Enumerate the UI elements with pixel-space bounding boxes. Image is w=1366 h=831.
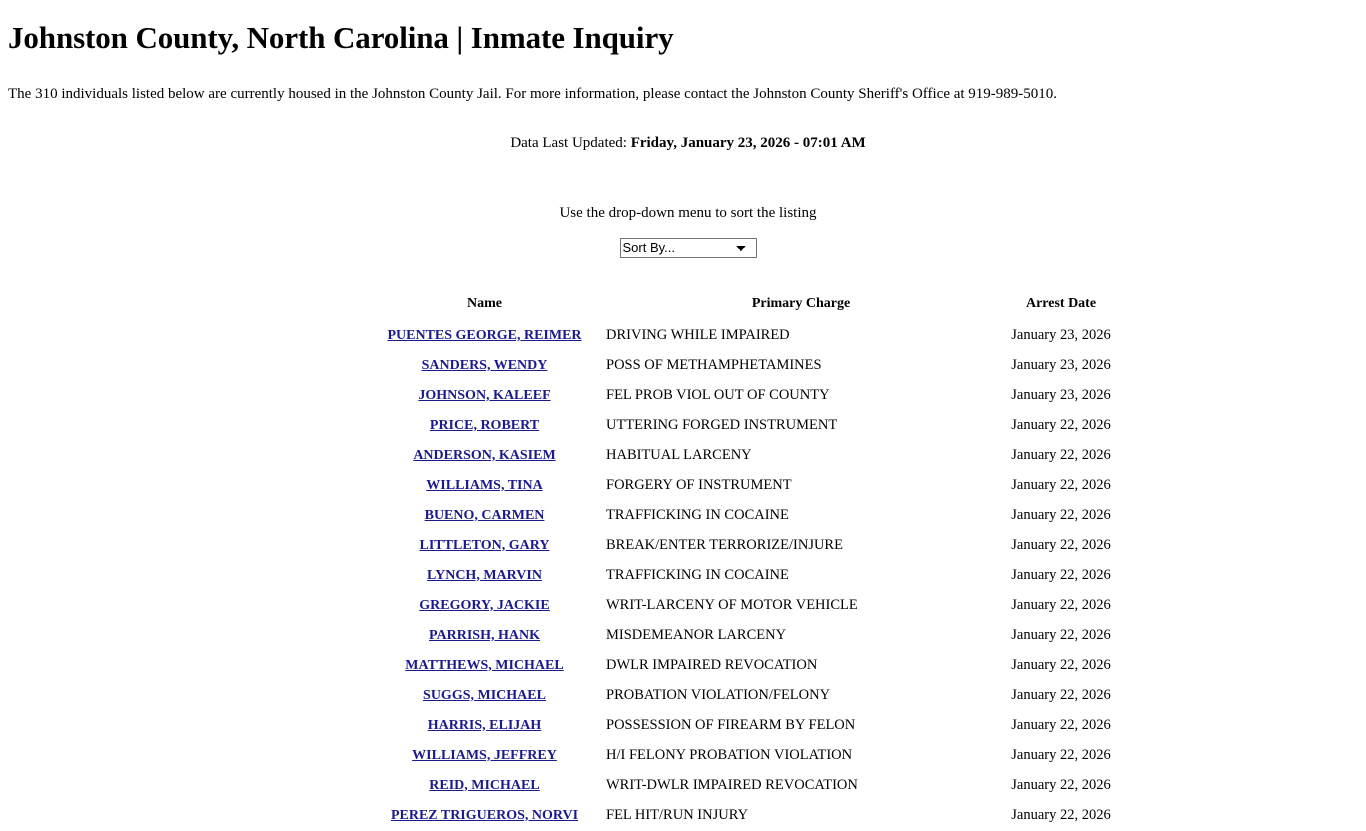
row-spacer-left (8, 801, 363, 831)
table-row (8, 771, 1366, 801)
primary-charge-cell: UTTERING FORGED INSTRUMENT (606, 416, 838, 433)
inmate-name-cell (363, 441, 606, 471)
sort-by-select[interactable] (620, 238, 757, 258)
row-spacer-right (1126, 501, 1366, 531)
inmate-name-cell (363, 801, 606, 831)
arrest-date-cell: January 22, 2026 (1011, 416, 1111, 433)
inmate-name-cell (363, 561, 606, 591)
table-row (8, 351, 1366, 381)
primary-charge-cell: FORGERY OF INSTRUMENT (606, 476, 792, 493)
arrest-date-cell: January 22, 2026 (1011, 566, 1111, 583)
row-spacer-left (8, 771, 363, 801)
table-row (8, 471, 1366, 501)
last-updated-label: Data Last Updated: (510, 134, 627, 151)
table-header (8, 296, 1366, 321)
table-row (8, 381, 1366, 411)
row-spacer-left (8, 651, 363, 681)
last-updated-value: Friday, January 23, 2026 - 07:01 AM (630, 134, 866, 151)
arrest-date-cell: January 22, 2026 (1011, 626, 1111, 643)
primary-charge-cell: H/I FELONY PROBATION VIOLATION (606, 746, 853, 763)
primary-charge-cell: BREAK/ENTER TERRORIZE/INJURE (606, 536, 843, 553)
inmate-name-link[interactable]: WILLIAMS, JEFFREY (412, 747, 557, 763)
arrest-date-cell: January 22, 2026 (1011, 476, 1111, 493)
inmate-name-cell (363, 591, 606, 621)
row-spacer-left (8, 321, 363, 351)
table-row (8, 561, 1366, 591)
row-spacer-left (8, 711, 363, 741)
arrest-date-cell: January 23, 2026 (1011, 326, 1111, 343)
row-spacer-right (1126, 711, 1366, 741)
primary-charge-cell: TRAFFICKING IN COCAINE (606, 506, 789, 523)
arrest-date-cell: January 23, 2026 (1011, 356, 1111, 373)
inmate-name-link[interactable]: PARRISH, HANK (429, 627, 540, 643)
inmate-name-link[interactable]: PRICE, ROBERT (429, 417, 540, 433)
row-spacer-left (8, 441, 363, 471)
arrest-date-cell: January 22, 2026 (1011, 596, 1111, 613)
primary-charge-cell: FEL PROB VIOL OUT OF COUNTY (606, 386, 830, 403)
last-updated-line (8, 135, 1358, 152)
table-row (8, 681, 1366, 711)
inmate-name-link[interactable]: HARRIS, ELIJAH (427, 717, 542, 733)
table-body (8, 321, 1366, 831)
row-spacer-right (1126, 471, 1366, 501)
table-row (8, 741, 1366, 771)
row-spacer-right (1126, 321, 1366, 351)
table-row (8, 621, 1366, 651)
table-row (8, 801, 1366, 831)
arrest-date-cell: January 22, 2026 (1011, 656, 1111, 673)
sort-instruction: Use the drop-down menu to sort the listing (559, 204, 817, 221)
arrest-date-cell: January 22, 2026 (1011, 716, 1111, 733)
table-row (8, 591, 1366, 621)
table-header-row (8, 296, 1366, 321)
inmate-name-link[interactable]: REID, MICHAEL (429, 777, 540, 793)
row-spacer-right (1126, 441, 1366, 471)
primary-charge-cell: WRIT-LARCENY OF MOTOR VEHICLE (606, 596, 858, 613)
column-header-primary-charge: Primary Charge (751, 295, 851, 311)
inmate-name-link[interactable]: LYNCH, MARVIN (427, 567, 542, 583)
row-spacer-right (1126, 531, 1366, 561)
primary-charge-cell: MISDEMEANOR LARCENY (606, 626, 787, 643)
arrest-date-cell: January 22, 2026 (1011, 806, 1111, 823)
inmate-name-link[interactable]: MATTHEWS, MICHAEL (405, 657, 564, 673)
row-spacer-left (8, 411, 363, 441)
row-spacer-right (1126, 741, 1366, 771)
inmate-name-link[interactable]: SANDERS, WENDY (421, 357, 548, 373)
arrest-date-cell: January 22, 2026 (1011, 506, 1111, 523)
primary-charge-cell: FEL HIT/RUN INJURY (606, 806, 749, 823)
column-header-arrest-date: Arrest Date (1025, 295, 1097, 311)
row-spacer-left (8, 561, 363, 591)
spacer-cell-left (8, 296, 363, 321)
inmate-name-link[interactable]: PEREZ TRIGUEROS, NORVI (390, 807, 579, 823)
table-row (8, 711, 1366, 741)
inmate-name-cell (363, 531, 606, 561)
inmate-name-cell (363, 741, 606, 771)
primary-charge-cell: PROBATION VIOLATION/FELONY (606, 686, 831, 703)
inmate-name-link[interactable]: LITTLETON, GARY (419, 537, 550, 553)
table-row (8, 651, 1366, 681)
arrest-date-cell: January 22, 2026 (1011, 446, 1111, 463)
table-row (8, 441, 1366, 471)
row-spacer-right (1126, 621, 1366, 651)
row-spacer-left (8, 531, 363, 561)
table-row (8, 531, 1366, 561)
primary-charge-cell: WRIT-DWLR IMPAIRED REVOCATION (606, 776, 858, 793)
intro-paragraph: The 310 individuals listed below are currently housed in the Johnston County Jail. For more information, please contact the Johnston County Sheriff's Office at 919-989-5010. (8, 85, 1058, 102)
inmate-name-link[interactable]: BUENO, CARMEN (424, 507, 545, 523)
inmate-name-link[interactable]: GREGORY, JACKIE (419, 597, 550, 613)
primary-charge-cell: TRAFFICKING IN COCAINE (606, 566, 789, 583)
primary-charge-cell: DRIVING WHILE IMPAIRED (606, 326, 790, 343)
row-spacer-right (1126, 651, 1366, 681)
inmate-name-link[interactable]: JOHNSON, KALEEF (418, 387, 551, 403)
arrest-date-cell: January 22, 2026 (1011, 536, 1111, 553)
row-spacer-left (8, 591, 363, 621)
row-spacer-left (8, 621, 363, 651)
inmate-name-cell (363, 681, 606, 711)
primary-charge-cell: HABITUAL LARCENY (606, 446, 752, 463)
inmate-name-link[interactable]: PUENTES GEORGE, REIMER (387, 327, 582, 343)
row-spacer-right (1126, 411, 1366, 441)
inmate-table (8, 296, 1366, 831)
row-spacer-right (1126, 681, 1366, 711)
row-spacer-left (8, 501, 363, 531)
table-row (8, 411, 1366, 441)
inmate-name-cell (363, 411, 606, 441)
inmate-name-cell (363, 501, 606, 531)
inmate-name-cell (363, 651, 606, 681)
row-spacer-right (1126, 591, 1366, 621)
inmate-name-cell (363, 381, 606, 411)
arrest-date-cell: January 22, 2026 (1011, 686, 1111, 703)
inmate-name-cell (363, 471, 606, 501)
inmate-name-cell (363, 351, 606, 381)
arrest-date-cell: January 22, 2026 (1011, 776, 1111, 793)
row-spacer-right (1126, 381, 1366, 411)
row-spacer-left (8, 351, 363, 381)
row-spacer-left (8, 681, 363, 711)
inmate-name-cell (363, 621, 606, 651)
inmate-name-cell (363, 321, 606, 351)
primary-charge-cell: DWLR IMPAIRED REVOCATION (606, 656, 818, 673)
arrest-date-cell: January 22, 2026 (1011, 746, 1111, 763)
primary-charge-cell: POSS OF METHAMPHETAMINES (606, 356, 822, 373)
primary-charge-cell: POSSESSION OF FIREARM BY FELON (606, 716, 856, 733)
arrest-date-cell: January 23, 2026 (1011, 386, 1111, 403)
table-row (8, 321, 1366, 351)
row-spacer-left (8, 471, 363, 501)
spacer-cell-right (1126, 296, 1366, 321)
inmate-name-cell (363, 711, 606, 741)
column-header-name: Name (467, 295, 502, 311)
table-row (8, 501, 1366, 531)
row-spacer-right (1126, 561, 1366, 591)
row-spacer-right (1126, 771, 1366, 801)
inmate-name-link[interactable]: ANDERSON, KASIEM (413, 447, 556, 463)
sort-control-wrapper (8, 238, 1358, 258)
row-spacer-left (8, 381, 363, 411)
inmate-name-link[interactable]: WILLIAMS, TINA (426, 477, 543, 493)
page-title: Johnston County, North Carolina | Inmate Inquiry (8, 20, 674, 55)
row-spacer-left (8, 741, 363, 771)
inmate-name-link[interactable]: SUGGS, MICHAEL (423, 687, 546, 703)
row-spacer-right (1126, 351, 1366, 381)
row-spacer-right (1126, 801, 1366, 831)
inmate-name-cell (363, 771, 606, 801)
